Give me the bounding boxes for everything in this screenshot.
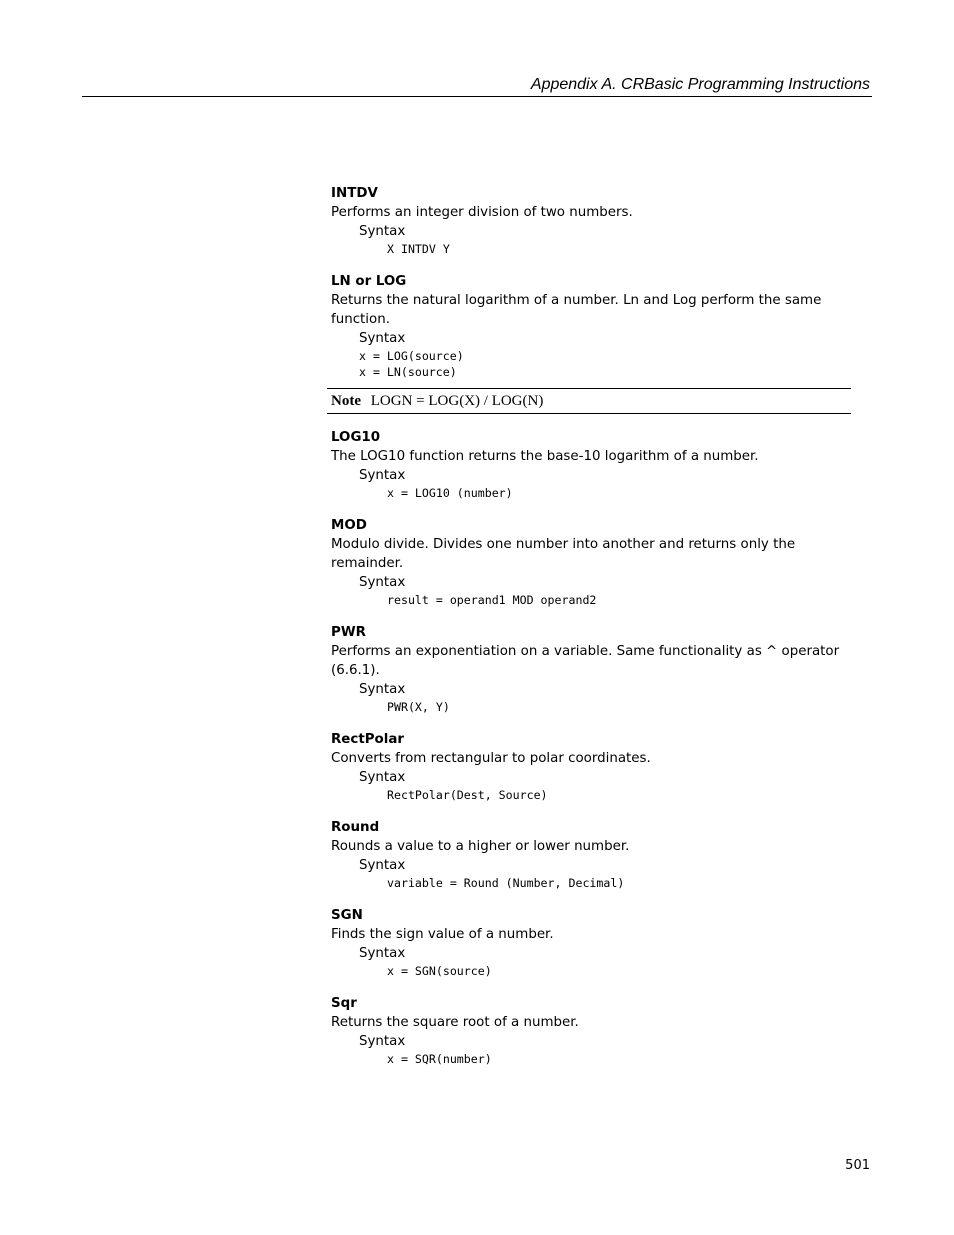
entry-description: Performs an exponentiation on a variable. Same functionality as ^ operator (6.6.1).	[331, 644, 840, 678]
syntax-label: Syntax	[359, 575, 406, 590]
entry-rectpolar	[331, 730, 851, 803]
syntax-label: Syntax	[359, 682, 406, 697]
entry-title: LOG10	[331, 430, 381, 445]
page-number: 501	[845, 1158, 870, 1173]
entry-description: Performs an integer division of two numbers.	[331, 205, 633, 220]
entry-title: Sqr	[331, 996, 357, 1011]
entry-title: MOD	[331, 518, 367, 533]
entry-description: Returns the square root of a number.	[331, 1015, 579, 1030]
code-line: x = SGN(source)	[387, 964, 492, 978]
entry-description: Returns the natural logarithm of a number. Ln and Log perform the same function.	[331, 293, 822, 327]
code-line: PWR(X, Y)	[387, 700, 450, 714]
header-title: Appendix A. CRBasic Programming Instructions	[530, 76, 870, 93]
code-line: result = operand1 MOD operand2	[387, 593, 597, 607]
syntax-label: Syntax	[359, 224, 406, 239]
entry-mod	[331, 516, 851, 608]
entry-title: Round	[331, 820, 380, 835]
syntax-label: Syntax	[359, 946, 406, 961]
entry-ln-log	[331, 272, 851, 380]
entry-title: RectPolar	[331, 732, 404, 747]
code-line: variable = Round (Number, Decimal)	[387, 876, 625, 890]
code-line: x = LN(source)	[359, 365, 457, 379]
syntax-label: Syntax	[359, 858, 406, 873]
syntax-label: Syntax	[359, 770, 406, 785]
note-label: Note	[331, 393, 361, 409]
entry-intdv	[331, 184, 851, 257]
entry-round	[331, 818, 851, 891]
entry-description: Rounds a value to a higher or lower number.	[331, 839, 630, 854]
entry-sqr	[331, 994, 851, 1067]
entry-description: Converts from rectangular to polar coordinates.	[331, 751, 651, 766]
syntax-label: Syntax	[359, 468, 406, 483]
entry-description: Modulo divide. Divides one number into another and returns only the remainder.	[331, 537, 796, 571]
code-line: x = SQR(number)	[387, 1052, 492, 1066]
code-line: RectPolar(Dest, Source)	[387, 788, 548, 802]
entry-log10	[331, 428, 851, 501]
syntax-label: Syntax	[359, 1034, 406, 1049]
code-line: x = LOG(source)	[359, 349, 464, 363]
note-text: LOGN = LOG(X) / LOG(N)	[370, 393, 544, 409]
entry-title: INTDV	[331, 186, 378, 201]
entry-description: Finds the sign value of a number.	[331, 927, 554, 942]
code-line: x = LOG10 (number)	[387, 486, 513, 500]
code-line: X INTDV Y	[387, 242, 450, 256]
syntax-label: Syntax	[359, 331, 406, 346]
entry-title: LN or LOG	[331, 274, 407, 289]
entry-pwr	[331, 623, 851, 715]
entry-description: The LOG10 function returns the base-10 logarithm of a number.	[331, 449, 759, 464]
note-box	[327, 388, 851, 414]
entry-title: PWR	[331, 625, 366, 640]
entry-title: SGN	[331, 908, 363, 923]
content	[331, 184, 851, 1082]
entry-sgn	[331, 906, 851, 979]
page-header	[82, 76, 872, 97]
